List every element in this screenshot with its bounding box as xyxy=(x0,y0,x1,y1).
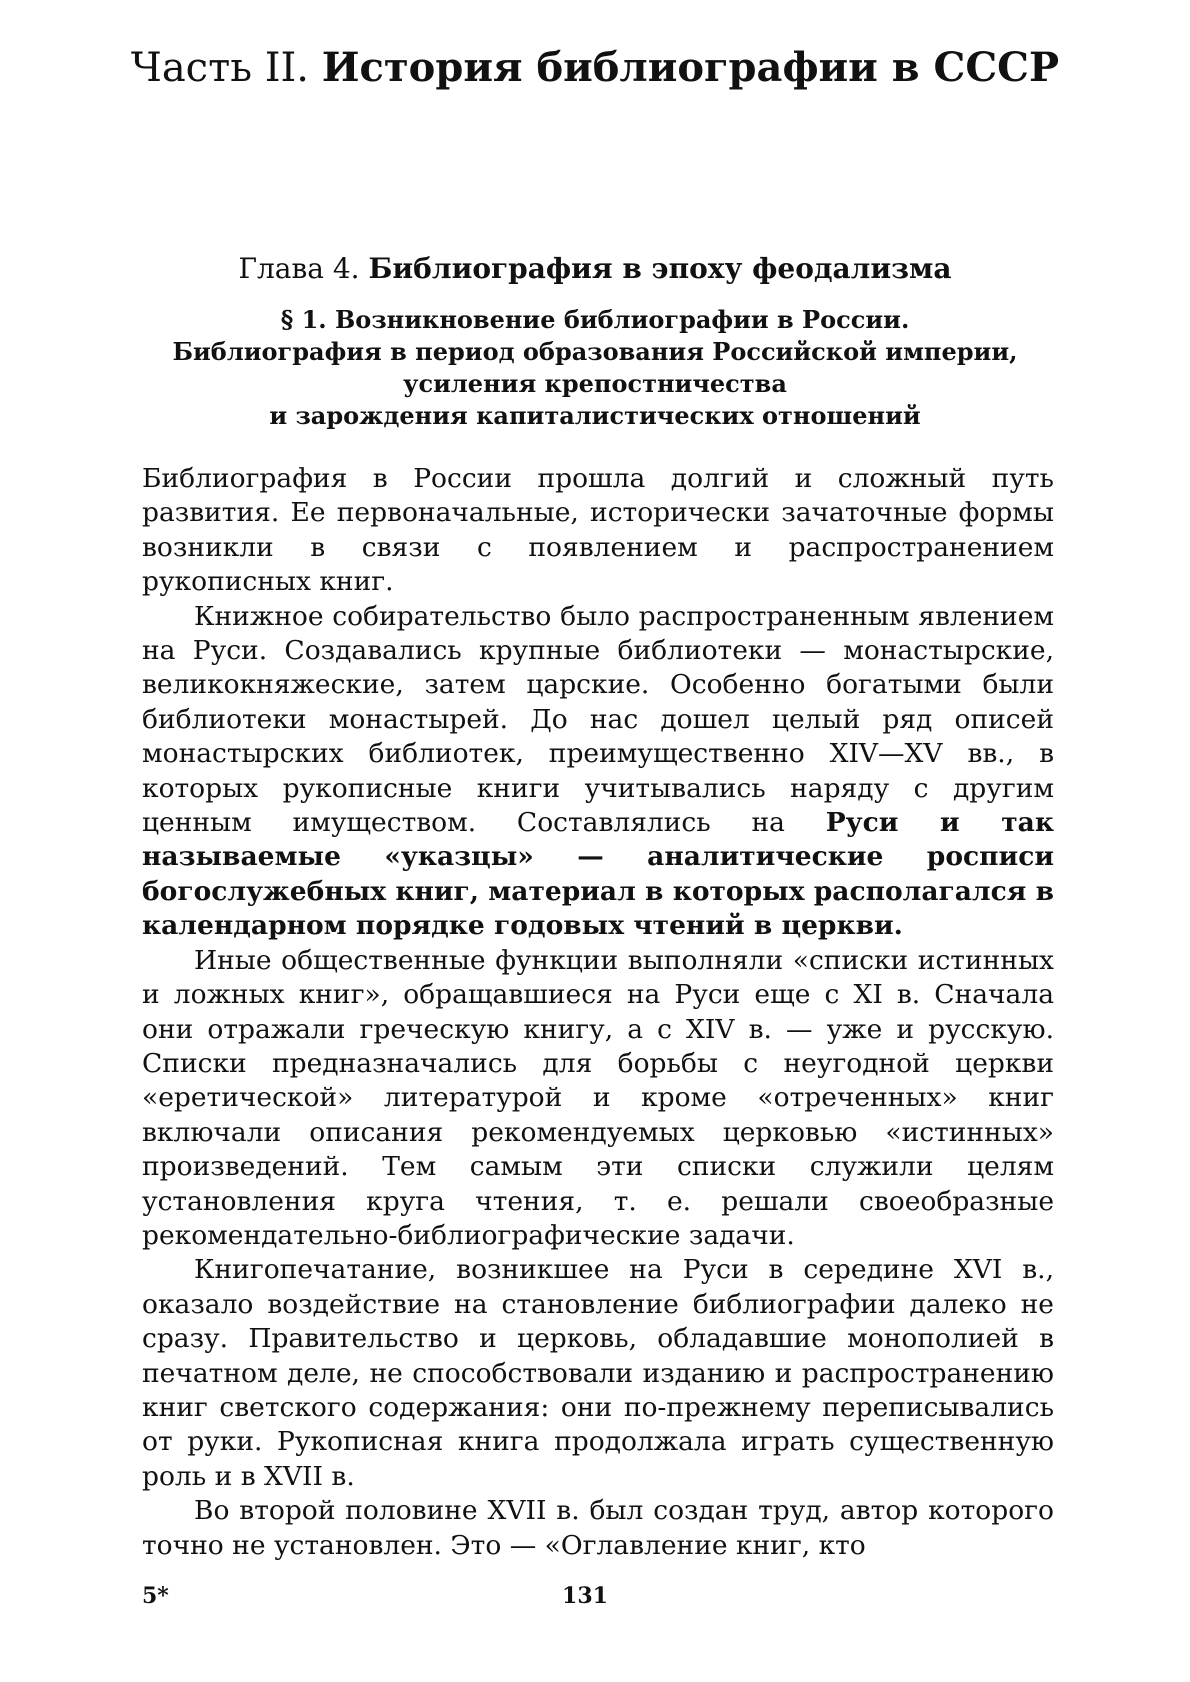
section-heading-line: Библиография в период образования Российской империи, xyxy=(172,337,1018,366)
paragraph: Иные общественные функции выполняли «списки истинных и ложных книг», обращавшиеся на Руси еще с XI в. Сначала они отражали греческую книгу, а с XIV в. — уже и русскую. Списки предназначались для борьбы с неугодной церкви «еретической» литературой и кроме «отреченных» книг включали описания рекомендуемых церковью «истинных» произведений. Тем самым эти списки служили целям установления круга чтения, т. е. решали своеобразные рекомендательно-библиографические задачи. xyxy=(142,944,1054,1251)
page-number: 131 xyxy=(562,1583,608,1609)
chapter-heading xyxy=(0,250,1190,288)
paragraph-bold-text: Руси и так называемые «указцы» — аналитические росписи богослужебных книг, материал в которых располагался в календарном порядке годовых чтений в церкви. xyxy=(142,807,1054,942)
section-heading-line: и зарождения капиталистических отношений xyxy=(269,401,921,430)
section-heading-line: § 1. Возникновение библиографии в России. xyxy=(280,305,910,334)
chapter-prefix: Глава 4. xyxy=(238,252,360,285)
paragraph-text: Книжное собирательство было распространенным явлением на Руси. Создавались крупные библиотеки — монастырские, великокняжеские, затем царские. Особенно богатыми были библиотеки монастырей. До нас дошел целый ряд описей монастырских библиотек, преимущественно XIV—XV вв., в которых рукописные книги учитывались наряду с другим ценным имуществом. Составлялись на xyxy=(142,600,1054,839)
part-title: История библиографии в СССР xyxy=(321,44,1060,91)
body-text xyxy=(142,462,1054,1563)
part-prefix: Часть II. xyxy=(130,45,310,91)
paragraph xyxy=(142,600,1054,944)
section-heading-line: усиления крепостничества xyxy=(403,369,787,398)
paragraph: Книгопечатание, возникшее на Руси в середине XVI в., оказало воздействие на становление библиографии далеко не сразу. Правительство и церковь, обладавшие монополией в печатном деле, не способствовали изданию и распространению книг светского содержания: они по-прежнему переписывались от руки. Рукописная книга продолжала играть существенную роль и в XVII в. xyxy=(142,1254,1054,1492)
chapter-title: Библиография в эпоху феодализма xyxy=(368,252,952,285)
section-heading xyxy=(0,304,1190,432)
paragraph: Библиография в России прошла долгий и сложный путь развития. Ее первоначальные, исторически зачаточные формы возникли в связи с появлением и распространением рукописных книг. xyxy=(142,463,1054,598)
printer-signature: 5* xyxy=(142,1583,169,1609)
paragraph: Во второй половине XVII в. был создан труд, автор которого точно не установлен. Это — «Оглавление книг, кто xyxy=(142,1495,1054,1561)
part-heading xyxy=(0,42,1190,94)
